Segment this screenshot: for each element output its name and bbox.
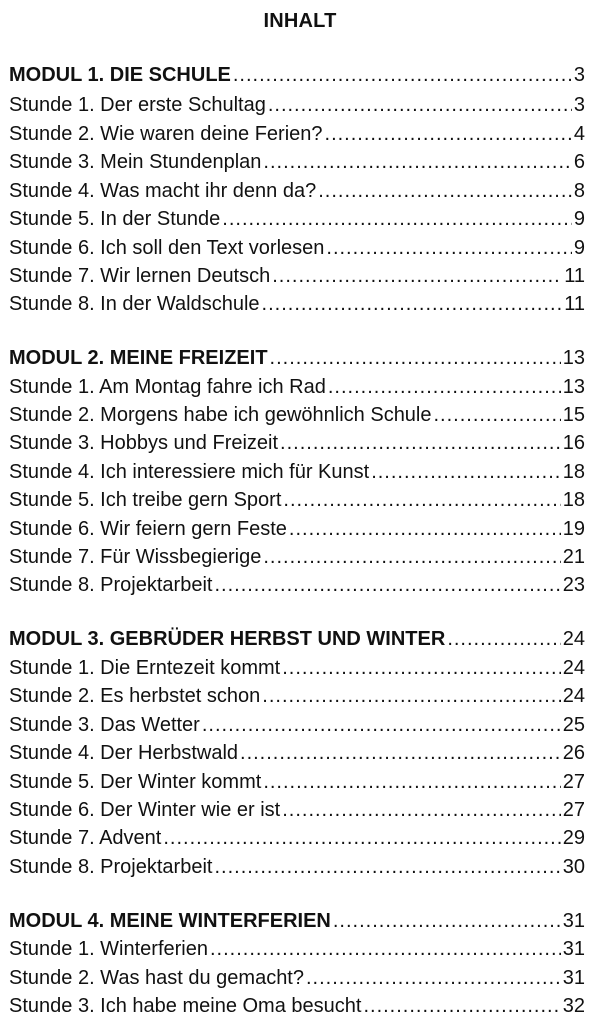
dot-leader: [282, 654, 561, 683]
lesson-title: Stunde 6. Der Winter wie er ist: [9, 799, 281, 821]
page-number: 18: [562, 461, 585, 483]
toc-lesson[interactable]: [9, 824, 585, 853]
page-number: 30: [562, 856, 585, 878]
dot-leader: [318, 177, 572, 206]
toc-lesson[interactable]: [9, 992, 585, 1021]
dot-leader: [202, 711, 561, 740]
dot-leader: [282, 796, 561, 825]
lesson-title: Stunde 2. Morgens habe ich gewöhnlich Schule: [9, 404, 432, 426]
dot-leader: [363, 992, 560, 1021]
page-number: 23: [562, 574, 585, 596]
page-number: 27: [562, 799, 585, 821]
lesson-title: Stunde 1. Winterferien: [9, 938, 208, 960]
toc-lesson[interactable]: [9, 148, 585, 177]
dot-leader: [333, 907, 561, 936]
dot-leader: [263, 148, 571, 177]
dot-leader: [434, 401, 561, 430]
dot-leader: [263, 543, 560, 572]
dot-leader: [371, 458, 561, 487]
page-number: 9: [573, 208, 585, 230]
toc-lesson[interactable]: [9, 796, 585, 825]
lesson-title: Stunde 4. Der Herbstwald: [9, 742, 239, 764]
lesson-title: Stunde 4. Ich interessiere mich für Kunst: [9, 461, 370, 483]
toc-lesson[interactable]: [9, 205, 585, 234]
dot-leader: [262, 682, 560, 711]
lesson-title: Stunde 5. Der Winter kommt: [9, 771, 262, 793]
page-number: 21: [562, 546, 585, 568]
page-number: 11: [564, 293, 585, 315]
dot-leader: [325, 120, 572, 149]
lesson-title: Stunde 4. Was macht ihr denn da?: [9, 180, 317, 202]
toc-lesson[interactable]: [9, 120, 585, 149]
page-number: 31: [562, 938, 585, 960]
dot-leader: [222, 205, 572, 234]
toc-lesson[interactable]: [9, 711, 585, 740]
dot-leader: [447, 625, 560, 654]
lesson-title: Stunde 7. Für Wissbegierige: [9, 546, 262, 568]
toc-lesson[interactable]: [9, 262, 585, 291]
lesson-title: Stunde 3. Das Wetter: [9, 714, 200, 736]
module-title: MODUL 1. DIE SCHULE: [9, 64, 231, 86]
lesson-title: Stunde 7. Advent: [9, 827, 162, 849]
toc-module-2[interactable]: [9, 344, 585, 373]
page-number: 13: [562, 376, 585, 398]
dot-leader: [272, 262, 562, 291]
page-number: 3: [573, 94, 585, 116]
page-number: 15: [562, 404, 585, 426]
toc-lesson[interactable]: [9, 458, 585, 487]
lesson-title: Stunde 8. In der Waldschule: [9, 293, 260, 315]
page-number: 19: [562, 518, 585, 540]
dot-leader: [306, 964, 561, 993]
lesson-title: Stunde 6. Ich soll den Text vorlesen: [9, 237, 325, 259]
page-number: 11: [564, 265, 585, 287]
page-number: 18: [562, 489, 585, 511]
dot-leader: [280, 429, 561, 458]
module-title: MODUL 4. MEINE WINTERFERIEN: [9, 910, 331, 932]
toc-module-3[interactable]: [9, 625, 585, 654]
toc-lesson[interactable]: [9, 571, 585, 600]
page-number: 9: [573, 237, 585, 259]
lesson-title: Stunde 2. Wie waren deine Ferien?: [9, 123, 323, 145]
page-number: 31: [562, 967, 585, 989]
toc-module-4[interactable]: [9, 907, 585, 936]
toc-lesson[interactable]: [9, 290, 585, 319]
dot-leader: [263, 768, 560, 797]
page-number: 3: [573, 64, 585, 86]
dot-leader: [163, 824, 560, 853]
toc-lesson[interactable]: [9, 935, 585, 964]
toc-lesson[interactable]: [9, 177, 585, 206]
page-number: 29: [562, 827, 585, 849]
toc-lesson[interactable]: [9, 401, 585, 430]
toc-lesson[interactable]: [9, 682, 585, 711]
dot-leader: [326, 234, 571, 263]
page-title: INHALT: [263, 10, 337, 32]
module-title: MODUL 2. MEINE FREIZEIT: [9, 347, 268, 369]
lesson-title: Stunde 5. Ich treibe gern Sport: [9, 489, 282, 511]
lesson-title: Stunde 8. Projektarbeit: [9, 574, 213, 596]
dot-leader: [240, 739, 561, 768]
dot-leader: [233, 61, 572, 90]
page-number: 8: [573, 180, 585, 202]
toc-lesson[interactable]: [9, 654, 585, 683]
toc-lesson[interactable]: [9, 739, 585, 768]
lesson-title: Stunde 1. Der erste Schultag: [9, 94, 266, 116]
toc-lesson[interactable]: [9, 486, 585, 515]
lesson-title: Stunde 3. Hobbys und Freizeit: [9, 432, 279, 454]
toc-lesson[interactable]: [9, 964, 585, 993]
page-number: 24: [562, 657, 585, 679]
module-title: MODUL 3. GEBRÜDER HERBST UND WINTER: [9, 628, 446, 650]
page-number: 13: [562, 347, 585, 369]
dot-leader: [270, 344, 561, 373]
page-number: 24: [562, 685, 585, 707]
dot-leader: [328, 373, 561, 402]
toc-lesson[interactable]: [9, 543, 585, 572]
lesson-title: Stunde 1. Am Montag fahre ich Rad: [9, 376, 326, 398]
page-number: 4: [573, 123, 585, 145]
page-number: 31: [562, 910, 585, 932]
toc-lesson[interactable]: [9, 429, 585, 458]
dot-leader: [214, 853, 560, 882]
page-number: 32: [562, 995, 585, 1017]
dot-leader: [283, 486, 560, 515]
lesson-title: Stunde 2. Es herbstet schon: [9, 685, 261, 707]
lesson-title: Stunde 3. Mein Stundenplan: [9, 151, 262, 173]
toc-lesson[interactable]: [9, 373, 585, 402]
lesson-title: Stunde 2. Was hast du gemacht?: [9, 967, 304, 989]
lesson-title: Stunde 6. Wir feiern gern Feste: [9, 518, 287, 540]
page-number: 6: [573, 151, 585, 173]
lesson-title: Stunde 1. Die Erntezeit kommt: [9, 657, 281, 679]
page-number: 24: [562, 628, 585, 650]
page-number: 26: [562, 742, 585, 764]
toc-module-1[interactable]: [9, 61, 585, 90]
toc-lesson[interactable]: [9, 515, 585, 544]
dot-leader: [262, 290, 563, 319]
dot-leader: [214, 571, 560, 600]
dot-leader: [210, 935, 561, 964]
lesson-title: Stunde 7. Wir lernen Deutsch: [9, 265, 271, 287]
lesson-title: Stunde 8. Projektarbeit: [9, 856, 213, 878]
toc-lesson[interactable]: [9, 91, 585, 120]
lesson-title: Stunde 3. Ich habe meine Oma besucht: [9, 995, 362, 1017]
dot-leader: [268, 91, 572, 120]
toc-lesson[interactable]: [9, 853, 585, 882]
page-number: 16: [562, 432, 585, 454]
lesson-title: Stunde 5. In der Stunde: [9, 208, 221, 230]
dot-leader: [289, 515, 561, 544]
toc-lesson[interactable]: [9, 768, 585, 797]
page-number: 27: [562, 771, 585, 793]
toc-lesson[interactable]: [9, 234, 585, 263]
page-number: 25: [562, 714, 585, 736]
